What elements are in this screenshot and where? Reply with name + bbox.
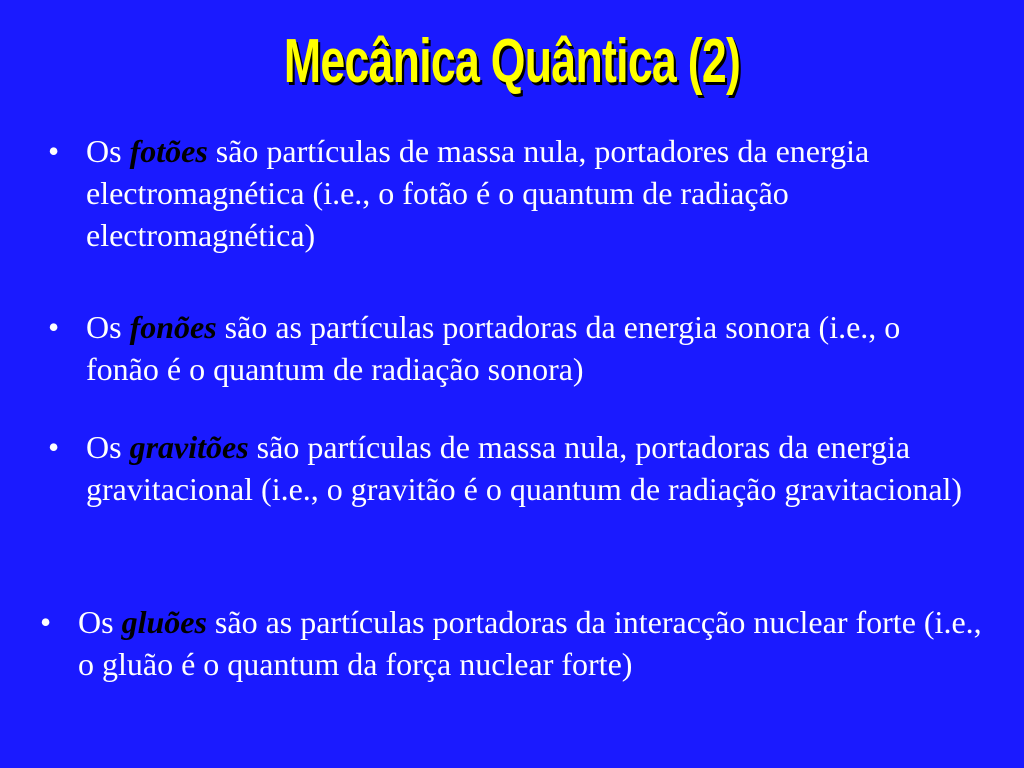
bullet-term: gravitões <box>129 429 249 465</box>
bullet-item-fotoes <box>48 130 968 256</box>
bullet-description: são partículas de massa nula, portadoras da energia gravitacional (i.e., o gravitão é o quantum de radiação gravitacional) <box>86 429 963 507</box>
bullet-description: são partículas de massa nula, portadores da energia electromagnética (i.e., o fotão é o quantum de radiação electromagnética) <box>86 133 870 253</box>
bullet-term: gluões <box>121 604 207 640</box>
bullet-description: são as partículas portadoras da interacção nuclear forte (i.e., o gluão é o quantum da força nuclear forte) <box>78 604 982 682</box>
bullet-prefix: Os <box>78 604 122 640</box>
bullet-description: são as partículas portadoras da energia sonora (i.e., o fonão é o quantum de radiação sonora) <box>86 309 901 387</box>
bullet-text <box>40 601 1000 685</box>
bullet-marker: • <box>48 309 60 345</box>
bullet-text <box>48 426 1008 510</box>
bullet-text <box>48 130 968 256</box>
bullet-marker: • <box>48 133 60 169</box>
slide-title: Mecânica Quântica (2) <box>283 27 741 96</box>
bullet-text <box>48 306 968 390</box>
bullet-item-gluoes <box>40 601 1000 685</box>
bullet-prefix: Os <box>86 309 130 345</box>
bullet-term: fonões <box>129 309 217 345</box>
bullet-prefix: Os <box>86 133 130 169</box>
bullet-prefix: Os <box>86 429 130 465</box>
bullet-marker: • <box>40 604 52 640</box>
bullet-term: fotões <box>129 133 208 169</box>
bullet-item-gravitoes <box>48 426 1008 510</box>
bullet-marker: • <box>48 429 60 465</box>
bullet-item-fonoes <box>48 306 968 390</box>
